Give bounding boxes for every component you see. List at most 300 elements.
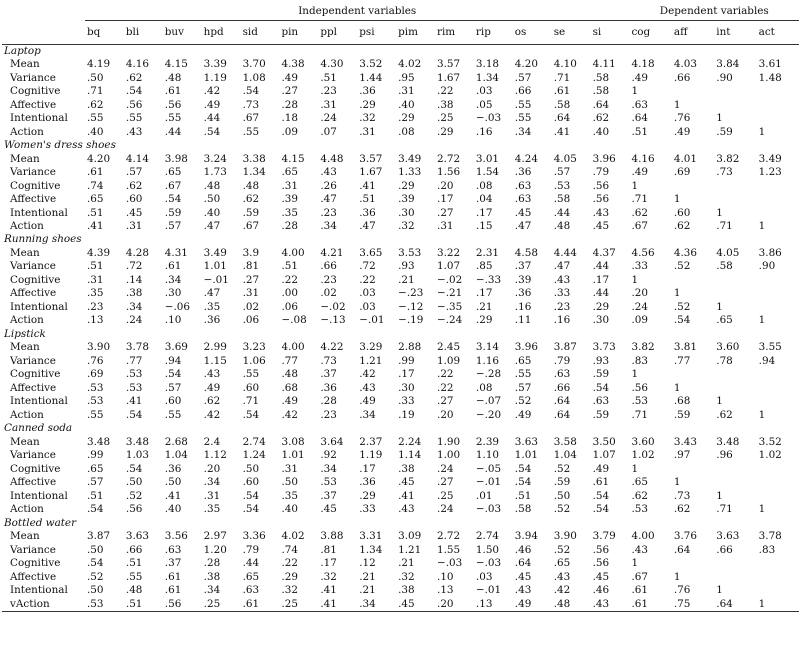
- cell-pim: .40: [398, 98, 415, 111]
- cell-os: .54: [514, 476, 532, 489]
- cell-si: .62: [592, 112, 610, 125]
- cell-bli: 4.16: [125, 58, 150, 71]
- cell-psi: .36: [359, 85, 376, 98]
- cell-bq: 3.87: [87, 530, 111, 543]
- row-label: Affective: [10, 476, 57, 489]
- cell-ppl: .23: [320, 206, 337, 219]
- cell-cog: .67: [631, 219, 649, 232]
- cell-pim: 2.24: [398, 435, 422, 448]
- cell-pin: 4.00: [281, 246, 305, 259]
- cell-buv: .40: [164, 503, 182, 516]
- cell-cog: .62: [631, 206, 649, 219]
- cell-se: .64: [553, 112, 571, 125]
- table-row: [2, 449, 799, 462]
- cell-ppl: −.02: [320, 300, 346, 313]
- cell-int: [714, 557, 756, 570]
- cell-pin: .09: [281, 125, 298, 138]
- cell-os: .45: [514, 570, 532, 583]
- cell-aff: [672, 85, 714, 98]
- cell-psi: .34: [357, 597, 396, 611]
- row-label: Variance: [10, 71, 56, 84]
- row-label: Action: [10, 125, 44, 138]
- cell-pim: .32: [398, 219, 415, 232]
- cell-ppl: 4.21: [320, 246, 344, 259]
- cell-hpd: .25: [202, 597, 241, 611]
- cell-int: .65: [716, 314, 733, 327]
- cell-bli: 3.78: [125, 341, 150, 354]
- cell-psi: .22: [359, 273, 376, 286]
- cell-cog: 1: [631, 557, 639, 570]
- cell-act: [757, 85, 799, 98]
- cell-se: 3.58: [553, 435, 577, 448]
- cell-act: [757, 206, 799, 219]
- cell-act: [757, 557, 799, 570]
- cell-os: .36: [514, 287, 532, 300]
- cell-bq: .35: [87, 287, 104, 300]
- cell-act: [757, 274, 799, 287]
- cell-rip: .13: [474, 597, 513, 611]
- cell-os: .45: [514, 206, 532, 219]
- cell-sid: .54: [242, 408, 260, 421]
- cell-aff: .62: [673, 219, 691, 232]
- cell-buv: .56: [164, 98, 182, 111]
- cell-bq: 3.90: [87, 341, 111, 354]
- cell-se: .33: [553, 287, 571, 300]
- cell-si: .61: [592, 476, 610, 489]
- cell-os: .66: [514, 85, 532, 98]
- section-row: [2, 139, 799, 152]
- cell-aff: .59: [673, 408, 691, 421]
- cell-pin: .22: [281, 557, 298, 570]
- cell-si: 1.07: [592, 449, 616, 462]
- table-row: [2, 58, 799, 71]
- cell-pin: .48: [281, 368, 298, 381]
- cell-sid: .81: [242, 260, 260, 273]
- cell-bli: .54: [125, 85, 143, 98]
- row-label: Intentional: [10, 206, 68, 219]
- cell-bq: .71: [87, 85, 104, 98]
- column-header-pim: pim: [396, 21, 435, 44]
- cell-pin: .68: [281, 381, 298, 394]
- cell-os: .49: [513, 597, 552, 611]
- table-row: [2, 544, 799, 557]
- cell-cog: .64: [631, 112, 649, 125]
- cell-ppl: .45: [320, 503, 337, 516]
- cell-rip: .03: [475, 570, 493, 583]
- cell-os: .36: [514, 166, 532, 179]
- cell-hpd: 1.20: [203, 543, 227, 556]
- cell-pin: 4.02: [281, 530, 305, 543]
- cell-buv: .59: [164, 206, 182, 219]
- cell-bq: 4.20: [87, 152, 111, 165]
- cell-cog: .49: [631, 71, 649, 84]
- cell-hpd: 3.24: [203, 152, 227, 165]
- cell-hpd: .49: [203, 98, 221, 111]
- cell-int: [714, 99, 756, 112]
- cell-os: .64: [514, 557, 532, 570]
- cell-aff: 1: [673, 570, 681, 583]
- cell-aff: 4.01: [673, 152, 698, 165]
- cell-sid: 3.36: [242, 530, 266, 543]
- table-row: [2, 530, 799, 543]
- cell-aff: .76: [673, 112, 691, 125]
- cell-int: .71: [716, 503, 733, 516]
- cell-act: 3.49: [758, 152, 782, 165]
- cell-si: .63: [592, 395, 610, 408]
- cell-aff: .64: [673, 543, 691, 556]
- cell-pim: −.12: [398, 300, 424, 313]
- cell-bli: 3.63: [125, 530, 150, 543]
- cell-sid: 3.23: [242, 341, 266, 354]
- cell-os: .47: [514, 219, 532, 232]
- cell-se: .48: [552, 597, 591, 611]
- table-row: [2, 463, 799, 476]
- cell-rim: .27: [437, 395, 454, 408]
- cell-os: .55: [514, 98, 532, 111]
- cell-bq: .51: [87, 260, 104, 273]
- column-header-blank: [2, 21, 85, 44]
- cell-rip: 2.74: [475, 530, 500, 543]
- cell-psi: .12: [359, 557, 376, 570]
- cell-pim: −.23: [398, 287, 424, 300]
- cell-int: [714, 193, 756, 206]
- cell-buv: 3.56: [164, 530, 188, 543]
- cell-rip: −.03: [475, 503, 502, 516]
- cell-aff: .49: [673, 125, 691, 138]
- cell-pim: .19: [398, 408, 415, 421]
- cell-pin: 4.00: [281, 341, 305, 354]
- cell-se: .44: [553, 206, 571, 219]
- cell-pim: .29: [398, 112, 415, 125]
- cell-pin: .25: [279, 597, 318, 611]
- cell-rip: .17: [475, 287, 493, 300]
- cell-act: 1.23: [758, 166, 782, 179]
- row-label: Variance: [10, 260, 56, 273]
- cell-se: .53: [553, 179, 571, 192]
- cell-aff: [672, 557, 714, 570]
- cell-cog: .49: [631, 166, 649, 179]
- cell-se: .63: [553, 368, 571, 381]
- column-header-bli: bli: [124, 21, 163, 44]
- cell-rim: .27: [437, 476, 454, 489]
- cell-bli: .31: [125, 219, 143, 232]
- cell-act: .90: [758, 260, 776, 273]
- cell-aff: .66: [673, 71, 691, 84]
- cell-pim: .08: [398, 125, 415, 138]
- table-row: [2, 85, 799, 98]
- cell-aff: 4.03: [673, 58, 698, 71]
- cell-rip: .85: [475, 260, 493, 273]
- cell-se: .50: [553, 489, 571, 502]
- cell-rip: 1.16: [475, 354, 500, 367]
- cell-se: 4.10: [553, 58, 577, 71]
- cell-rim: .20: [437, 179, 454, 192]
- cell-sid: 3.38: [242, 152, 266, 165]
- cell-int: .58: [716, 260, 733, 273]
- cell-bli: .43: [125, 125, 143, 138]
- row-label: Mean: [10, 152, 40, 165]
- cell-bli: .56: [125, 98, 143, 111]
- cell-psi: 3.52: [359, 58, 383, 71]
- cell-hpd: 1.19: [203, 71, 227, 84]
- column-header-psi: psi: [357, 21, 396, 44]
- table-row: [2, 274, 799, 287]
- cell-se: .52: [553, 543, 571, 556]
- cell-int: .73: [716, 166, 733, 179]
- cell-se: 3.87: [553, 341, 577, 354]
- cell-rim: .25: [437, 489, 454, 502]
- cell-si: 3.73: [592, 341, 616, 354]
- cell-os: .54: [514, 462, 532, 475]
- cell-psi: 2.37: [359, 435, 383, 448]
- cell-int: .96: [716, 449, 733, 462]
- cell-psi: 1.67: [359, 166, 383, 179]
- cell-aff: .60: [673, 206, 691, 219]
- cell-rim: .22: [437, 85, 454, 98]
- cell-pim: 1.33: [398, 166, 422, 179]
- cell-hpd: 2.4: [203, 435, 221, 448]
- independent-variables-header: Independent variables: [85, 6, 629, 21]
- cell-bli: .53: [125, 368, 143, 381]
- cell-cog: 4.56: [631, 246, 655, 259]
- cell-bq: .51: [87, 489, 104, 502]
- cell-hpd: .47: [203, 287, 221, 300]
- cell-bli: .45: [125, 206, 143, 219]
- cell-bli: .62: [125, 179, 143, 192]
- cell-psi: .21: [359, 570, 376, 583]
- cell-si: .30: [592, 314, 610, 327]
- cell-si: .49: [592, 462, 610, 475]
- cell-ppl: .41: [318, 597, 357, 611]
- cell-si: 4.37: [592, 246, 616, 259]
- cell-rim: −.24: [437, 314, 463, 327]
- row-label: Action: [10, 314, 44, 327]
- cell-int: .59: [716, 125, 733, 138]
- cell-bli: 1.03: [125, 449, 150, 462]
- cell-pim: .21: [398, 557, 415, 570]
- cell-buv: .36: [164, 462, 182, 475]
- cell-bq: .55: [87, 112, 104, 125]
- cell-bq: .65: [87, 193, 104, 206]
- cell-bq: .62: [87, 98, 104, 111]
- row-label: Variance: [10, 166, 56, 179]
- cell-pin: .31: [281, 462, 298, 475]
- cell-rim: 2.72: [437, 152, 461, 165]
- cell-aff: .52: [673, 260, 691, 273]
- cell-buv: .44: [164, 125, 182, 138]
- cell-cog: 4.18: [631, 58, 655, 71]
- cell-ppl: .34: [320, 219, 337, 232]
- cell-buv: .54: [164, 193, 182, 206]
- cell-hpd: .20: [203, 462, 221, 475]
- section-row: [2, 233, 799, 246]
- cell-int: .90: [716, 71, 733, 84]
- cell-sid: .55: [242, 125, 260, 138]
- cell-rip: −.03: [475, 557, 502, 570]
- cell-act: [757, 463, 799, 476]
- cell-os: .37: [514, 260, 532, 273]
- cell-aff: .62: [673, 503, 691, 516]
- table-row: [2, 409, 799, 422]
- cell-hpd: .43: [203, 368, 221, 381]
- cell-aff: 1: [673, 381, 681, 394]
- cell-sid: 1.08: [242, 71, 266, 84]
- cell-act: 3.52: [758, 435, 782, 448]
- cell-si: .59: [592, 368, 610, 381]
- cell-buv: 3.98: [164, 152, 188, 165]
- cell-se: .43: [553, 570, 571, 583]
- cell-bli: .60: [125, 193, 143, 206]
- cell-hpd: .62: [203, 395, 221, 408]
- cell-act: [757, 287, 799, 300]
- row-label: Affective: [10, 381, 57, 394]
- cell-os: .63: [514, 179, 532, 192]
- cell-os: .55: [514, 368, 532, 381]
- cell-buv: .67: [164, 179, 182, 192]
- cell-int: [714, 85, 756, 98]
- cell-aff: 3.43: [673, 435, 698, 448]
- cell-os: .55: [514, 112, 532, 125]
- cell-bq: .53: [85, 597, 124, 611]
- cell-os: .52: [514, 395, 532, 408]
- cell-pim: .38: [398, 584, 415, 597]
- cell-act: [757, 382, 799, 395]
- cell-psi: .17: [359, 462, 376, 475]
- cell-si: .56: [592, 557, 610, 570]
- cell-act: 1.02: [758, 449, 782, 462]
- cell-cog: .63: [631, 98, 649, 111]
- cell-bli: .55: [125, 570, 143, 583]
- cell-aff: [672, 274, 714, 287]
- column-header-rim: rim: [435, 21, 474, 44]
- cell-buv: .61: [164, 85, 182, 98]
- cell-rip: 1.54: [475, 166, 500, 179]
- cell-aff: .69: [673, 166, 691, 179]
- cell-pim: 2.88: [398, 341, 422, 354]
- cell-si: .58: [592, 85, 610, 98]
- cell-rim: .20: [437, 408, 454, 421]
- cell-os: .57: [514, 381, 532, 394]
- cell-sid: .54: [242, 489, 260, 502]
- cell-rip: .08: [475, 381, 493, 394]
- cell-bli: .48: [125, 584, 143, 597]
- cell-aff: 1: [673, 193, 681, 206]
- cell-sid: 3.9: [242, 246, 260, 259]
- table-row: [2, 490, 799, 503]
- cell-psi: .21: [359, 584, 376, 597]
- cell-pin: .51: [281, 260, 298, 273]
- cell-act: 1: [758, 125, 766, 138]
- cell-si: .45: [592, 219, 610, 232]
- cell-psi: 3.29: [359, 341, 383, 354]
- cell-se: .52: [553, 503, 571, 516]
- cell-cog: .24: [631, 300, 649, 313]
- cell-bq: .23: [87, 300, 104, 313]
- cell-ppl: .36: [320, 381, 337, 394]
- cell-buv: .55: [164, 408, 182, 421]
- cell-sid: 1.24: [242, 449, 266, 462]
- row-label: Variance: [10, 354, 56, 367]
- section-title: Women's dress shoes: [4, 139, 116, 152]
- cell-os: 4.24: [514, 152, 538, 165]
- cell-buv: .63: [164, 543, 182, 556]
- cell-int: .71: [716, 219, 733, 232]
- cell-os: 4.58: [514, 246, 538, 259]
- cell-rim: 1.56: [437, 166, 461, 179]
- cell-buv: −.06: [164, 300, 191, 313]
- cell-bli: .57: [125, 166, 143, 179]
- cell-bli: .56: [125, 503, 143, 516]
- cell-psi: .49: [359, 395, 376, 408]
- cell-si: .46: [592, 584, 610, 597]
- cell-pin: .29: [281, 570, 298, 583]
- cell-bq: 4.19: [87, 58, 111, 71]
- cell-pim: .39: [398, 193, 415, 206]
- cell-buv: 1.04: [164, 449, 188, 462]
- cell-hpd: .47: [203, 219, 221, 232]
- cell-psi: 3.31: [359, 530, 383, 543]
- cell-act: 1: [758, 314, 766, 327]
- cell-se: 1.04: [553, 449, 577, 462]
- section-title: Lipstick: [4, 327, 46, 340]
- cell-psi: 3.57: [359, 152, 383, 165]
- cell-rim: .13: [437, 584, 454, 597]
- cell-cog: .67: [631, 570, 649, 583]
- cell-int: [714, 570, 756, 583]
- cell-psi: .47: [359, 219, 376, 232]
- cell-rim: 3.22: [437, 246, 461, 259]
- cell-pin: 3.08: [281, 435, 305, 448]
- cell-pim: .21: [398, 273, 415, 286]
- table-row: [2, 382, 799, 395]
- cell-bq: .40: [87, 125, 104, 138]
- cell-cog: 4.00: [631, 530, 655, 543]
- cell-int: 4.05: [716, 246, 740, 259]
- cell-hpd: .31: [203, 489, 221, 502]
- row-label: Cognitive: [10, 179, 61, 192]
- cell-sid: .59: [242, 206, 260, 219]
- cell-cog: 1: [631, 85, 639, 98]
- table-row: [2, 301, 799, 314]
- cell-sid: .55: [242, 368, 260, 381]
- cell-rim: .17: [437, 193, 454, 206]
- column-header-int: int: [714, 21, 756, 44]
- cell-act: [757, 99, 799, 112]
- cell-psi: .43: [359, 381, 376, 394]
- cell-bq: .99: [87, 449, 104, 462]
- cell-se: .42: [553, 584, 571, 597]
- cell-rip: −.33: [475, 273, 502, 286]
- cell-si: .64: [592, 98, 610, 111]
- cell-int: .62: [716, 408, 733, 421]
- cell-rim: 1.55: [437, 543, 461, 556]
- column-header-pin: pin: [279, 21, 318, 44]
- cell-ppl: .17: [320, 557, 337, 570]
- cell-rip: .15: [475, 219, 493, 232]
- cell-ppl: 4.22: [320, 341, 344, 354]
- cell-hpd: .44: [203, 112, 221, 125]
- row-label: Cognitive: [10, 462, 61, 475]
- cell-bq: .61: [87, 166, 104, 179]
- cell-ppl: .81: [320, 543, 337, 556]
- cell-sid: .62: [242, 193, 260, 206]
- cell-int: 1: [716, 489, 723, 502]
- cell-bli: .66: [125, 543, 143, 556]
- table-row: [2, 355, 799, 368]
- cell-rim: 1.67: [437, 71, 461, 84]
- cell-aff: [672, 463, 714, 476]
- cell-os: .51: [514, 489, 532, 502]
